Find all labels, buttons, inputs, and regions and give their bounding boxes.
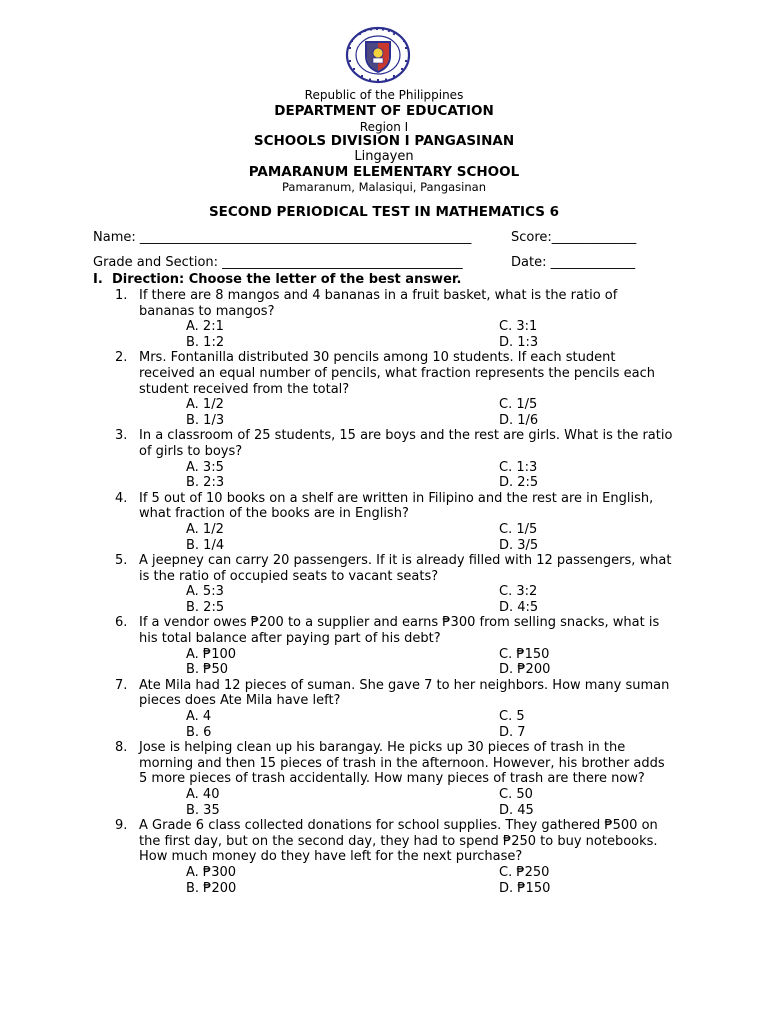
test-title: SECOND PERIODICAL TEST IN MATHEMATICS 6 <box>208 204 560 220</box>
choice-group <box>93 397 693 428</box>
town-line: Lingayen <box>354 149 414 164</box>
direction-text: Direction: Choose the letter of the best answer. <box>112 272 462 287</box>
choice-d[interactable]: D. 4:5 <box>499 599 539 615</box>
name-field[interactable]: Name: ___________________________________________________ <box>93 230 472 245</box>
choice-a[interactable]: A. 1/2 <box>186 397 224 413</box>
question-item <box>93 553 693 615</box>
choice-group <box>93 709 693 740</box>
choice-d[interactable]: D. 7 <box>499 724 526 740</box>
choice-c[interactable]: C. 1/5 <box>499 521 538 537</box>
question-text: In a classroom of 25 students, 15 are boys and the rest are girls. What is the ratio of girls to boys? <box>139 428 673 459</box>
choice-group <box>93 787 693 818</box>
choice-b[interactable]: B. 1/4 <box>186 537 225 553</box>
choice-group <box>93 319 693 350</box>
choice-b[interactable]: B. 2:3 <box>186 475 225 491</box>
choice-c[interactable]: C. 3:1 <box>499 319 538 335</box>
score-field[interactable]: Score:_____________ <box>511 230 637 245</box>
question-item <box>93 818 693 896</box>
choice-a[interactable]: A. 2:1 <box>186 319 224 335</box>
question-number: 3. <box>115 428 128 444</box>
question-item <box>93 740 693 818</box>
section-number: I. <box>93 272 103 287</box>
date-field[interactable]: Date: _____________ <box>511 255 636 270</box>
grade-date-row <box>93 255 636 270</box>
choice-c[interactable]: C. 1/5 <box>499 397 538 413</box>
deped-seal-logo <box>345 26 411 84</box>
choice-b[interactable]: B. 6 <box>186 724 212 740</box>
choice-c[interactable]: C. ₱150 <box>499 646 550 662</box>
question-text: If a vendor owes ₱200 to a supplier and earns ₱300 from selling snacks, what is his total balance after paying part of his debt? <box>139 615 660 647</box>
name-score-row <box>93 230 637 245</box>
choice-d[interactable]: D. ₱200 <box>499 662 551 678</box>
choice-a[interactable]: A. 3:5 <box>186 459 224 475</box>
choice-b[interactable]: B. 35 <box>186 802 220 818</box>
question-number: 2. <box>115 350 128 366</box>
choice-d[interactable]: D. ₱150 <box>499 880 551 896</box>
choice-b[interactable]: B. ₱50 <box>186 662 228 678</box>
question-number: 4. <box>115 490 128 506</box>
question-item <box>93 678 693 740</box>
choice-group <box>93 584 693 615</box>
region-line: Region I <box>359 120 409 134</box>
question-item <box>93 428 693 490</box>
question-number: 9. <box>115 818 128 834</box>
choice-a[interactable]: A. 1/2 <box>186 521 224 537</box>
question-text: A Grade 6 class collected donations for school supplies. They gathered ₱500 on the first day, but on the second day, they had to spend ₱250 to buy notebooks. How much money do they have left for the next purchase? <box>139 818 658 865</box>
choice-d[interactable]: D. 45 <box>499 802 534 818</box>
choice-b[interactable]: B. 1:2 <box>186 334 225 350</box>
choice-a[interactable]: A. 40 <box>186 787 220 802</box>
question-number: 5. <box>115 553 128 569</box>
question-text: Jose is helping clean up his barangay. He picks up 30 pieces of trash in the morning and then 15 pieces of trash in the afternoon. However, his brother adds 5 more pieces of trash accidentally. How many pieces of trash are there now? <box>139 740 665 787</box>
school-name: PAMARANUM ELEMENTARY SCHOOL <box>248 164 520 180</box>
question-text: A jeepney can carry 20 passengers. If it is already filled with 12 passengers, what is the ratio of occupied seats to vacant seats? <box>139 553 672 584</box>
choice-c[interactable]: C. ₱250 <box>499 864 550 880</box>
choice-b[interactable]: B. 1/3 <box>186 412 225 428</box>
choice-a[interactable]: A. ₱300 <box>186 864 237 880</box>
question-number: 6. <box>115 615 128 631</box>
choice-group <box>93 522 693 553</box>
choice-group <box>93 647 693 678</box>
choice-c[interactable]: C. 1:3 <box>499 459 538 475</box>
grade-section-field[interactable]: Grade and Section: _____________________________________ <box>93 255 463 270</box>
division-title: SCHOOLS DIVISION I PANGASINAN <box>253 133 515 149</box>
choice-d[interactable]: D. 3/5 <box>499 537 539 553</box>
question-number: 1. <box>115 288 128 303</box>
question-text: Ate Mila had 12 pieces of suman. She gave 7 to her neighbors. How many suman pieces does Ate Mila have left? <box>139 677 670 709</box>
question-text: If there are 8 mangos and 4 bananas in a fruit basket, what is the ratio of bananas to mangos? <box>139 288 618 319</box>
choice-b[interactable]: B. ₱200 <box>186 880 237 896</box>
republic-line: Republic of the Philippines <box>304 88 464 102</box>
choice-a[interactable]: A. 5:3 <box>186 584 224 600</box>
department-title: DEPARTMENT OF EDUCATION <box>274 103 494 119</box>
question-item <box>93 288 693 350</box>
question-number: 8. <box>115 740 128 756</box>
question-item <box>93 615 693 677</box>
choice-b[interactable]: B. 2:5 <box>186 599 225 615</box>
choice-a[interactable]: A. ₱100 <box>186 646 237 662</box>
question-item <box>93 350 693 428</box>
choice-group <box>93 460 693 491</box>
question-text: If 5 out of 10 books on a shelf are written in Filipino and the rest are in English, what fraction of the books are in English? <box>139 490 654 522</box>
choice-c[interactable]: C. 3:2 <box>499 584 538 600</box>
choice-c[interactable]: C. 5 <box>499 709 525 725</box>
question-item <box>93 491 693 553</box>
question-text: Mrs. Fontanilla distributed 30 pencils among 10 students. If each student received an equal number of pencils, what fraction represents the pencils each student received from the total? <box>139 350 655 397</box>
choice-d[interactable]: D. 1/6 <box>499 412 539 428</box>
choice-group <box>93 865 693 896</box>
choice-c[interactable]: C. 50 <box>499 787 533 802</box>
question-number: 7. <box>115 677 128 693</box>
choice-a[interactable]: A. 4 <box>186 709 212 725</box>
direction-heading <box>93 272 461 287</box>
choice-d[interactable]: D. 1:3 <box>499 334 539 350</box>
choice-d[interactable]: D. 2:5 <box>499 475 539 491</box>
school-address: Pamaranum, Malasiqui, Pangasinan <box>282 180 486 194</box>
question-list <box>93 288 693 896</box>
